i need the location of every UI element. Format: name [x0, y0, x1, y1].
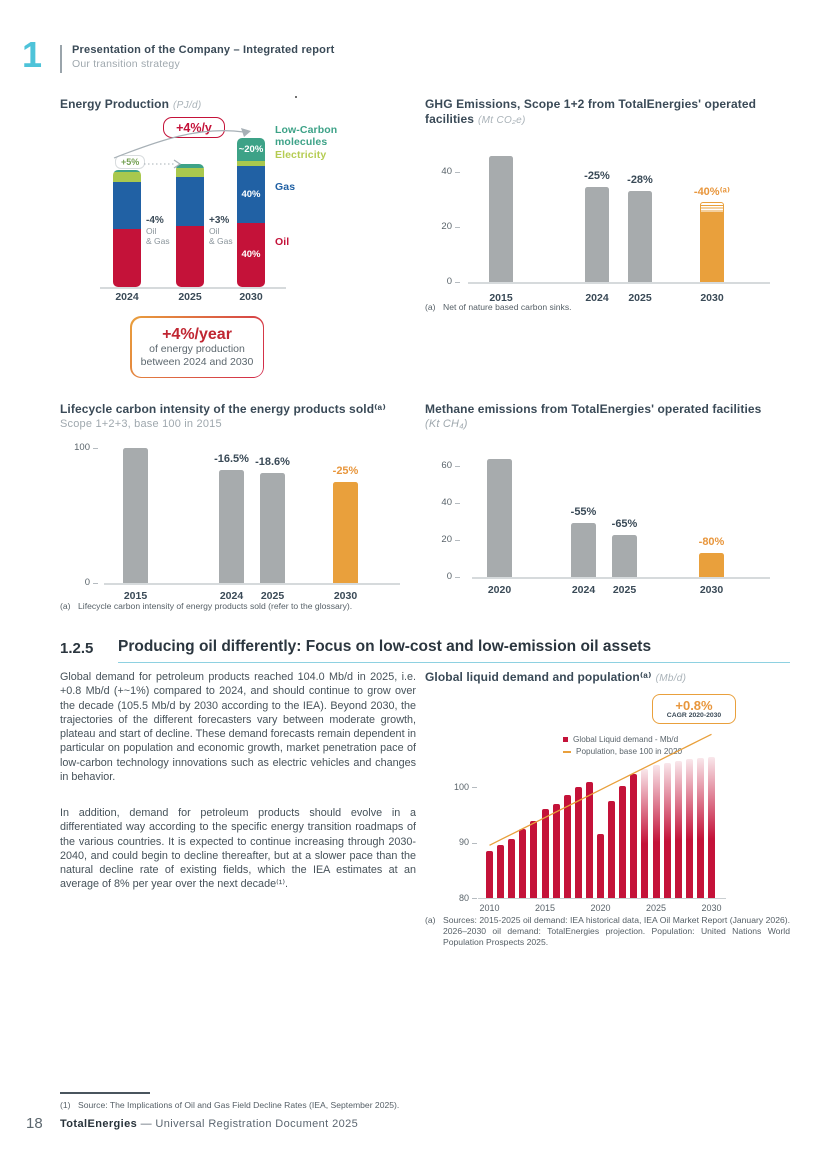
footnote-text: Net of nature based carbon sinks.: [443, 302, 572, 312]
bar-2030: [333, 482, 358, 583]
growth-arrow-head: [241, 128, 251, 137]
x-tick-label: 2030: [700, 292, 724, 304]
footer-brand: TotalEnergies: [60, 1118, 138, 1130]
bar-2017: [564, 795, 571, 898]
x-axis-line: [472, 577, 770, 579]
page-number: 18: [26, 1115, 43, 1132]
legend-gas: Gas: [275, 181, 296, 193]
growth-annotation-badge: +4%/y: [163, 117, 225, 138]
step-annotation-badge: +5%: [115, 155, 145, 169]
footnote-tag: (a): [425, 302, 436, 312]
bar-2016: [553, 804, 560, 898]
chart-title-text: Energy Production: [60, 97, 170, 111]
header-title: Presentation of the Company – Integrated report: [72, 44, 335, 56]
delta-value: -4%: [146, 215, 164, 226]
page-footnote-1: [60, 1100, 480, 1111]
bar-2012: [508, 839, 515, 898]
bar-2015: [489, 156, 513, 283]
section-title: Producing oil differently: Focus on low-cost and low-emission oil assets: [118, 638, 790, 663]
chart-title-text: Global liquid demand and population⁽ᵃ⁾: [425, 670, 652, 684]
bar-hatched-segment: [700, 202, 724, 213]
bar-value-label: -28%: [627, 174, 653, 187]
x-tick-label: 2015: [123, 590, 148, 602]
bar-segment-gas: 40%: [237, 166, 265, 222]
body-paragraph-2: In addition, demand for petroleum products should evolve in a differentiated way according to the specific energy transition roadmaps of the various countries. It is expected to continue increasing through 2030-2040, and could begin to decline thereafter, but at a slower pace than the natural decline rate of existing fields, which the IEA estimates at an average of 8% per year over the next decade⁽¹⁾.: [60, 807, 416, 891]
bar-segment-oil: 40%: [237, 223, 265, 287]
chart-unit-text: (Mt CO₂e): [478, 115, 526, 126]
bar-2020: [597, 834, 604, 898]
bar-2024: [571, 523, 596, 577]
header-subtitle: Our transition strategy: [72, 58, 180, 70]
delta-value: +3%: [209, 215, 230, 226]
energy-chart-title: [60, 97, 202, 111]
growth-callout-box: [130, 316, 264, 378]
footnote-text: Source: The Implications of Oil and Gas Field Decline Rates (IEA, September 2025).: [78, 1100, 400, 1110]
x-axis-line: [468, 282, 770, 284]
methane-chart-title: [425, 402, 805, 416]
bar-value-label: -40%⁽ᵃ⁾: [693, 186, 731, 199]
ghg-chart-title: [425, 97, 793, 128]
y-tick-mark: [455, 540, 460, 541]
y-tick-label: 20: [441, 534, 452, 545]
stacked-bar-2030: [237, 138, 265, 287]
legend-low-carbon-molecules: Low-Carbon molecules: [275, 124, 338, 148]
stacked-bar-2024: [113, 170, 141, 287]
bar-2030: [700, 213, 724, 282]
x-tick-label: 2015: [534, 903, 556, 913]
legend-label: Population, base 100 in 2020: [576, 747, 683, 756]
footnote-text: Lifecycle carbon intensity of energy products sold (refer to the glossary).: [78, 601, 353, 611]
footnote-tag: (a): [60, 601, 71, 611]
y-tick-label: 0: [446, 571, 452, 582]
x-tick-label: 2024: [115, 291, 139, 303]
methane-chart-subtitle: (Kt CH₄): [425, 418, 468, 430]
chart-unit-text: (Mb/d): [655, 673, 687, 684]
x-tick-label: 2024: [571, 584, 596, 596]
delta-detail-1: Oil: [209, 226, 220, 236]
bar-2015: [542, 809, 549, 898]
y-tick-mark: [93, 583, 98, 584]
y-tick-label: 100: [453, 781, 469, 792]
y-tick-label: 0: [446, 276, 452, 287]
bar-value-label: -25%: [332, 464, 359, 477]
bar-2030: [699, 553, 724, 577]
delta-detail-1: Oil: [146, 226, 157, 236]
x-tick-label: 2030: [699, 584, 724, 596]
x-tick-label: 2024: [585, 292, 609, 304]
bar-2027: [675, 761, 682, 898]
bar-value-label: -16.5%: [214, 453, 249, 466]
y-tick-mark: [455, 577, 460, 578]
chapter-number: 1: [22, 34, 43, 75]
bar-2018: [575, 787, 582, 898]
y-tick-mark: [455, 172, 460, 173]
x-axis-line: [100, 287, 286, 289]
x-tick-label: 2025: [260, 590, 285, 602]
bar-segment-low-carbon-molecules: ~20%: [237, 138, 265, 160]
x-tick-label: 2025: [645, 903, 667, 913]
bar-2022: [619, 786, 626, 898]
x-tick-label: 2025: [628, 292, 652, 304]
y-tick-label: 100: [74, 442, 90, 453]
x-axis-line: [104, 583, 400, 585]
intensity-chart-title: [60, 402, 386, 416]
bar-value-label: -80%: [698, 536, 725, 548]
bar-2025: [628, 191, 652, 282]
y-tick-mark: [472, 787, 477, 788]
y-tick-label: 80: [458, 892, 469, 903]
y-tick-mark: [455, 503, 460, 504]
y-tick-label: 60: [441, 460, 452, 471]
y-tick-mark: [472, 898, 477, 899]
delta-detail-2: & Gas: [146, 236, 170, 246]
y-tick-mark: [93, 448, 98, 449]
chart-unit-text: (PJ/d): [173, 100, 202, 111]
bar-2025: [653, 765, 660, 898]
x-tick-label: 2030: [239, 291, 263, 303]
y-tick-label: 20: [441, 221, 452, 232]
bar-2025: [612, 535, 637, 577]
x-tick-label: 2010: [479, 903, 500, 913]
bar-2020: [487, 459, 512, 577]
bar-segment-gas: [113, 182, 141, 229]
bar-2026: [664, 763, 671, 898]
cagr-value: +0.8%: [675, 697, 713, 713]
bar-2024: [641, 769, 648, 898]
legend-liquid-demand: [563, 735, 678, 744]
bar-2019: [586, 782, 593, 898]
chart-title-text: Methane emissions from TotalEnergies' operated facilities: [425, 402, 762, 416]
y-tick-label: 40: [441, 166, 452, 177]
footnote-text: Sources: 2015-2025 oil demand: IEA historical data, IEA Oil Market Report (January 2026). 2026–2030 oil demand: TotalEnergies projection. Population: United Nations World Population Prospects 2025.: [443, 915, 790, 948]
footnote-tag: (a): [425, 915, 436, 925]
legend-label: Global Liquid demand - Mb/d: [573, 735, 679, 744]
bar-segment-electricity: [113, 172, 141, 181]
y-tick-mark: [455, 466, 460, 467]
bar-2024: [585, 187, 609, 282]
bar-2028: [686, 759, 693, 898]
x-tick-label: 2030: [701, 903, 722, 913]
legend-oil: Oil: [275, 236, 290, 248]
cagr-caption: CAGR 2020-2030: [666, 711, 722, 719]
liquid-footnote: [425, 915, 790, 949]
header-divider: [60, 45, 62, 73]
bar-value-label: -65%: [611, 518, 638, 531]
y-tick-label: 90: [458, 837, 469, 847]
y-tick-label: 40: [441, 497, 452, 508]
liquid-chart-title: [425, 670, 686, 684]
x-tick-label: 2030: [333, 590, 358, 602]
bar-segment-oil: [113, 229, 141, 288]
y-tick-mark: [455, 282, 460, 283]
bar-2010: [486, 851, 493, 898]
legend-population: [563, 747, 682, 756]
delta-detail-2: & Gas: [209, 236, 233, 246]
footnote-tag: (1): [60, 1100, 71, 1110]
cagr-badge: [652, 694, 736, 724]
bar-2013: [519, 829, 526, 898]
x-tick-label: 2020: [487, 584, 512, 596]
callout-headline: +4%/year: [162, 326, 232, 343]
legend-electricity: Electricity: [275, 149, 327, 161]
legend-square-marker: [563, 737, 568, 742]
bar-2015: [123, 448, 148, 583]
bar-segment-electricity: [176, 168, 204, 177]
y-tick-label: 0: [84, 577, 90, 588]
bar-value-label: -18.6%: [255, 456, 290, 469]
bar-2025: [260, 473, 285, 583]
bar-segment-oil: [176, 226, 204, 287]
bar-segment-gas: [176, 177, 204, 226]
legend-line-marker: [563, 751, 571, 753]
x-tick-label: 2025: [178, 291, 202, 303]
callout-line2: between 2024 and 2030: [140, 355, 254, 368]
bar-2029: [697, 758, 704, 898]
bar-2014: [530, 821, 537, 898]
footer-rest: — Universal Registration Document 2025: [137, 1118, 359, 1130]
intensity-footnote: [60, 601, 405, 612]
bar-2011: [497, 845, 504, 898]
body-paragraph-1: Global demand for petroleum products reached 104.0 Mb/d in 2025, i.e. +0.8 Mb/d (+~1%) compared to 2024, and should continue to grow over the decade (105.5 Mb/d by 2030 according to the IEA). Beyond 2030, the trajectories of the different forecasters vary between moderate growth, plateau and start of decline. These demand forecasts remain dependent in particular on population and economic growth, market penetration pace of low-carbon technology innovations such as electric vehicles and changes in behavior.: [60, 671, 416, 784]
bar-value-label: -25%: [584, 170, 610, 183]
x-tick-label: 2020: [590, 903, 611, 913]
footer-text: [60, 1118, 358, 1130]
callout-line1: of energy production: [149, 343, 245, 355]
y-tick-mark: [472, 843, 477, 844]
bar-2023: [630, 774, 637, 898]
bar-value-label: -55%: [570, 506, 597, 519]
footnote-rule: [60, 1092, 150, 1094]
chart-title-text: Lifecycle carbon intensity of the energy products sold⁽ᵃ⁾: [60, 402, 386, 416]
chart-title-text: GHG Emissions, Scope 1+2 from TotalEnergies' operated facilities: [425, 97, 757, 126]
section-number: 1.2.5: [60, 640, 94, 657]
stacked-bar-2025: [176, 164, 204, 287]
intensity-chart-subtitle: Scope 1+2+3, base 100 in 2015: [60, 418, 222, 430]
bar-2030: [708, 757, 715, 899]
stray-dot: [295, 96, 297, 98]
x-tick-label: 2025: [612, 584, 637, 596]
x-tick-label: 2015: [489, 292, 513, 304]
bar-2024: [219, 470, 244, 583]
y-tick-mark: [455, 227, 460, 228]
bar-2021: [608, 801, 615, 898]
x-tick-label: 2024: [219, 590, 244, 602]
x-axis-line: [478, 898, 726, 899]
